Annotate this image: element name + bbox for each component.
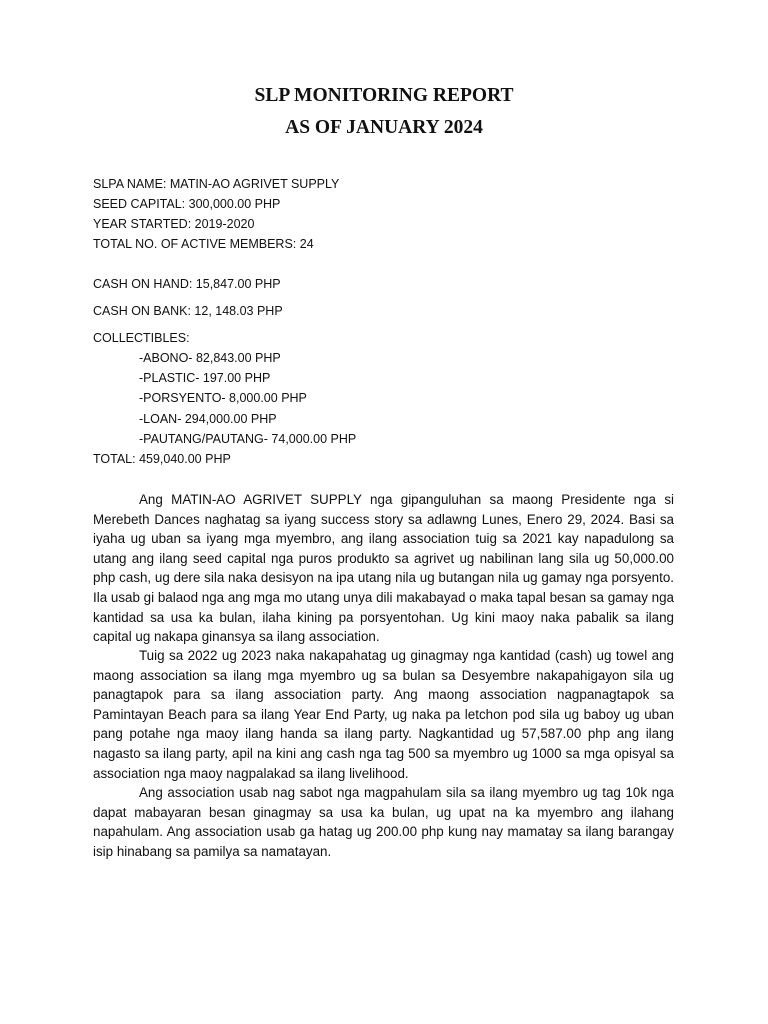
paragraph-text: Ang MATIN-AO AGRIVET SUPPLY nga gipanguluhan sa maong Presidente nga si Merebeth Dances naghatag sa iyang success story sa adlawng Lunes, Enero 29, 2024. Basi sa iyaha ug uban sa iyang mga myembro, ang ilang association tuig sa 2021 kay napadulong sa utang ang ilang seed capital nga puros produkto sa agrivet ug nabilinan lang sila ug 50,000.00 php cash, ug dere sila naka desisyon na ipa utang nila ug butangan nila ug gamay nga porsyento. Ila usab gi balaod nga ang mga mo utang unya dili makabayad o maka tapal besan sa gamay nga kantidad sa usa ka bulan, ilaha kining pa porsyentohan. Ug kini maoy naka pabalik sa ilang capital ug nakapa ginansya sa ilang association. bbox=[93, 492, 674, 645]
collectible-item: -LOAN- 294,000.00 PHP bbox=[139, 412, 277, 426]
collectible-item: -PLASTIC- 197.00 PHP bbox=[139, 371, 271, 385]
cash-on-hand: CASH ON HAND: 15,847.00 PHP bbox=[93, 277, 281, 291]
seed-capital: SEED CAPITAL: 300,000.00 PHP bbox=[93, 197, 281, 211]
collectible-item: -ABONO- 82,843.00 PHP bbox=[139, 351, 281, 365]
cash-on-bank: CASH ON BANK: 12, 148.03 PHP bbox=[93, 304, 283, 318]
collectibles-total: TOTAL: 459,040.00 PHP bbox=[93, 452, 231, 466]
paragraph bbox=[93, 490, 674, 647]
collectible-item: -PAUTANG/PAUTANG- 74,000.00 PHP bbox=[139, 432, 357, 446]
paragraph-text: Ang association usab nag sabot nga magpahulam sila sa ilang myembro ug tag 10k nga dapat mabayaran besan ginagmay sa usa ka bulan, ug upat na ka myembro ang ilahang napahulam. Ang association usab ga hatag ug 200.00 php kung nay mamatay sa ilang barangay isip hinabang sa pamilya sa namatayan. bbox=[93, 785, 674, 859]
paragraph bbox=[93, 646, 674, 783]
collectible-item: -PORSYENTO- 8,000.00 PHP bbox=[139, 391, 307, 405]
slpa-name: SLPA NAME: MATIN-AO AGRIVET SUPPLY bbox=[93, 177, 340, 191]
year-started: YEAR STARTED: 2019-2020 bbox=[93, 217, 255, 231]
collectibles-heading: COLLECTIBLES: bbox=[93, 331, 190, 345]
report-title: SLP MONITORING REPORT bbox=[254, 85, 514, 106]
active-members: TOTAL NO. OF ACTIVE MEMBERS: 24 bbox=[93, 237, 314, 251]
paragraph bbox=[93, 783, 674, 861]
report-subtitle: AS OF JANUARY 2024 bbox=[285, 117, 483, 138]
paragraph-text: Tuig sa 2022 ug 2023 naka nakapahatag ug ginagmay nga kantidad (cash) ug towel ang maong association sa ilang mga myembro ug sa bulan sa Desyembre nakapahigayon sila ug panagtapok para sa ilang association party. Ang maong association nagpanagtapok sa Pamintayan Beach para sa ilang Year End Party, ug naka pa letchon pod sila ug baboy ug uban pang potahe nga maoy ilang handa sa ilang party. Nagkantidad ug 57,587.00 php ang ilang nagasto sa ilang party, apil na kini ang cash nga tag 500 sa myembro ug 1000 sa mga opisyal sa association nga maoy nagpalakad sa ilang livelihood. bbox=[93, 648, 674, 781]
